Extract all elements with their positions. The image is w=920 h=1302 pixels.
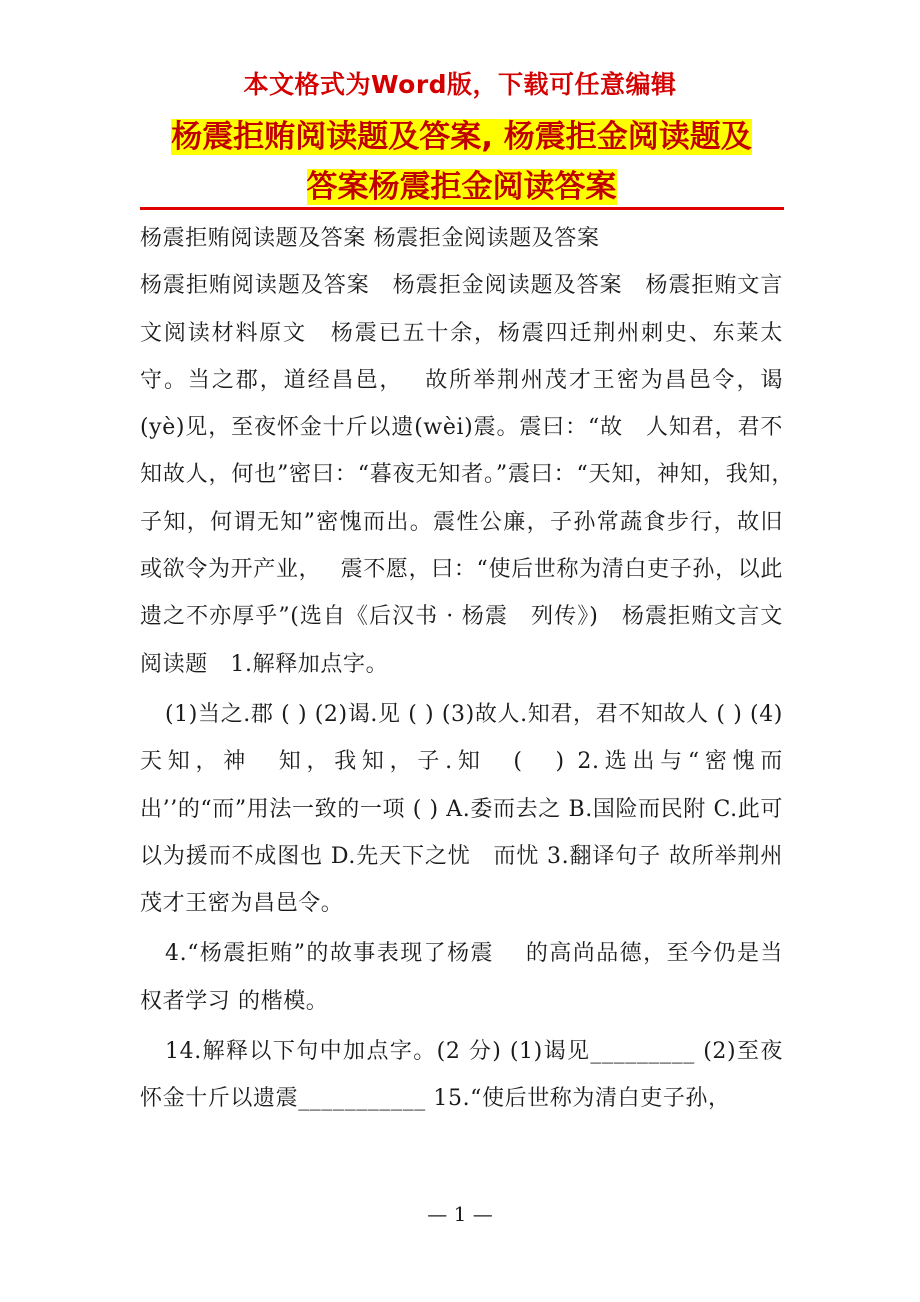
title-divider (140, 207, 784, 210)
format-notice: 本文格式为Word版，下载可任意编辑 (243, 70, 677, 99)
source-text-paragraph: 杨震拒贿阅读题及答案 杨震拒金阅读题及答案 杨震拒贿文言文阅读材料原文 杨震已五十余，杨震四迁荆州刺史、东莱太守。当之郡，道经昌邑， 故所举荆州茂才王密为昌邑令，谒(yè)见，至夜怀金十斤以遗(wèi)震。震曰：“故 人知君，君不知故人，何也”密曰：“暮夜无知者。”震曰：“天知，神知，我知， 子知，何谓无知”密愧而出。震性公廉，子孙常蔬食步行，故旧或欲令为开产业， 震不愿，曰：“使后世称为清白吏子孙，以此遗之不亦厚乎”(选自《后汉书 · 杨震 列传》) 杨震拒贿文言文阅读题 1.解释加点字。 (140, 273, 806, 677)
title-line-1: 杨震拒贿阅读题及答案, 杨震拒金阅读题及 (171, 119, 752, 155)
question-paragraph-1: (1)当之.郡 ( ) (2)谒.见 ( ) (3)故人.知君，君不知故人 ( ) (4)天知，神 知，我知，子.知 ( ) 2.选出与“密愧而出’’的“而”用法一致的一项 ( ) A.委而去之 B.国险而民附 C.此可以为援而不成图也 D.先天下之忧 而忧 3.翻译句子 故所举荆州茂才王密为昌邑令。 (140, 701, 783, 917)
question-paragraph-2: 4.“杨震拒贿”的故事表现了杨震 的高尚品德，至今仍是当权者学习 的楷模。 (140, 941, 783, 1014)
article-body (140, 215, 806, 1123)
subtitle-paragraph: 杨震拒贿阅读题及答案 杨震拒金阅读题及答案 (140, 226, 600, 251)
document-title (140, 112, 783, 212)
page-number: — 1 — (427, 1202, 493, 1226)
title-line-2: 答案杨震拒金阅读答案 (306, 169, 617, 205)
question-paragraph-3: 14.解释以下句中加点字。(2 分) (1)谒见_________ (2)至夜怀金十斤以遗震___________ 15.“使后世称为清白吏子孙， (140, 1039, 783, 1112)
